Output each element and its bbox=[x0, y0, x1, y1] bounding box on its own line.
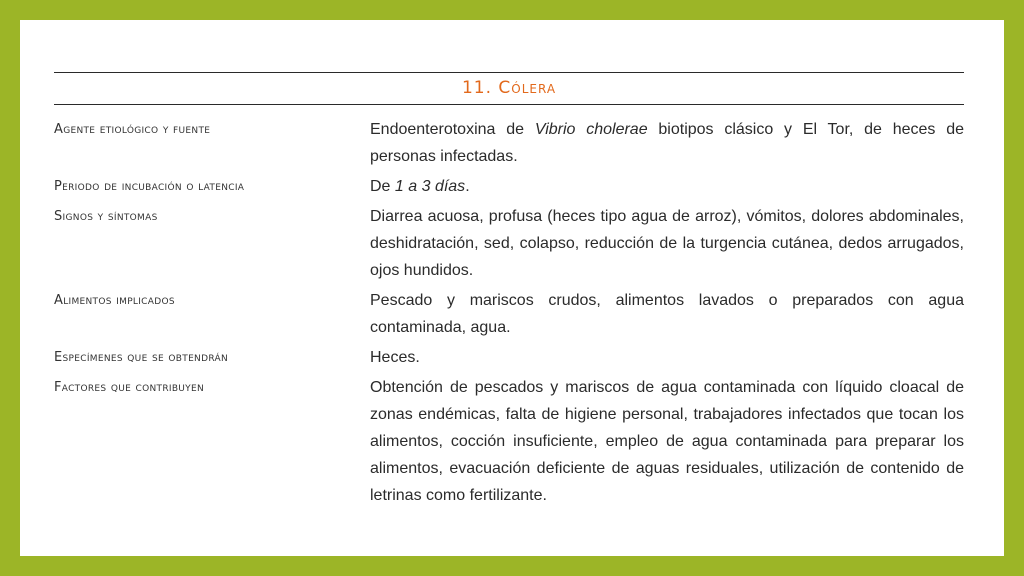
row-value-especimenes: Heces. bbox=[370, 349, 420, 366]
table-row bbox=[54, 374, 964, 509]
slide bbox=[20, 20, 1004, 556]
row-label-factores: Factores que contribuyen bbox=[54, 380, 205, 395]
section-title: 11. Cólera bbox=[461, 78, 557, 98]
table-row bbox=[54, 116, 964, 170]
row-label-alimentos: Alimentos implicados bbox=[54, 293, 175, 308]
row-value-factores: Obtención de pescados y mariscos de agua contaminada con líquido cloacal de zonas endémicas, falta de higiene personal, trabajadores infectados que tocan los alimentos, cocción insuficiente, empleo de agua contaminada para preparar los alimentos, evacuación deficiente de aguas residuales, utilización de contenido de letrinas como fertilizante. bbox=[370, 379, 964, 504]
row-label-especimenes: Especímenes que se obtendrán bbox=[54, 350, 228, 365]
row-value-periodo: De 1 a 3 días. bbox=[370, 178, 470, 195]
title-rule bbox=[54, 104, 964, 105]
table-row bbox=[54, 203, 964, 284]
row-value-signos: Diarrea acuosa, profusa (heces tipo agua de arroz), vómitos, dolores abdominales, deshidratación, sed, colapso, reducción de la turgencia cutánea, dedos arrugados, ojos hundidos. bbox=[370, 208, 964, 279]
table-row bbox=[54, 344, 964, 371]
row-label-signos: Signos y síntomas bbox=[54, 209, 158, 224]
table-row bbox=[54, 173, 964, 200]
table-body bbox=[54, 116, 964, 509]
row-label-periodo: Periodo de incubación o latencia bbox=[54, 179, 245, 194]
row-value-alimentos: Pescado y mariscos crudos, alimentos lavados o preparados con agua contaminada, agua. bbox=[370, 292, 964, 336]
document-table bbox=[54, 72, 964, 509]
row-value-agente: Endoenterotoxina de Vibrio cholerae biotipos clásico y El Tor, de heces de personas infectadas. bbox=[370, 121, 965, 165]
row-label-agente: Agente etiológico y fuente bbox=[54, 122, 211, 137]
table-row bbox=[54, 287, 964, 341]
